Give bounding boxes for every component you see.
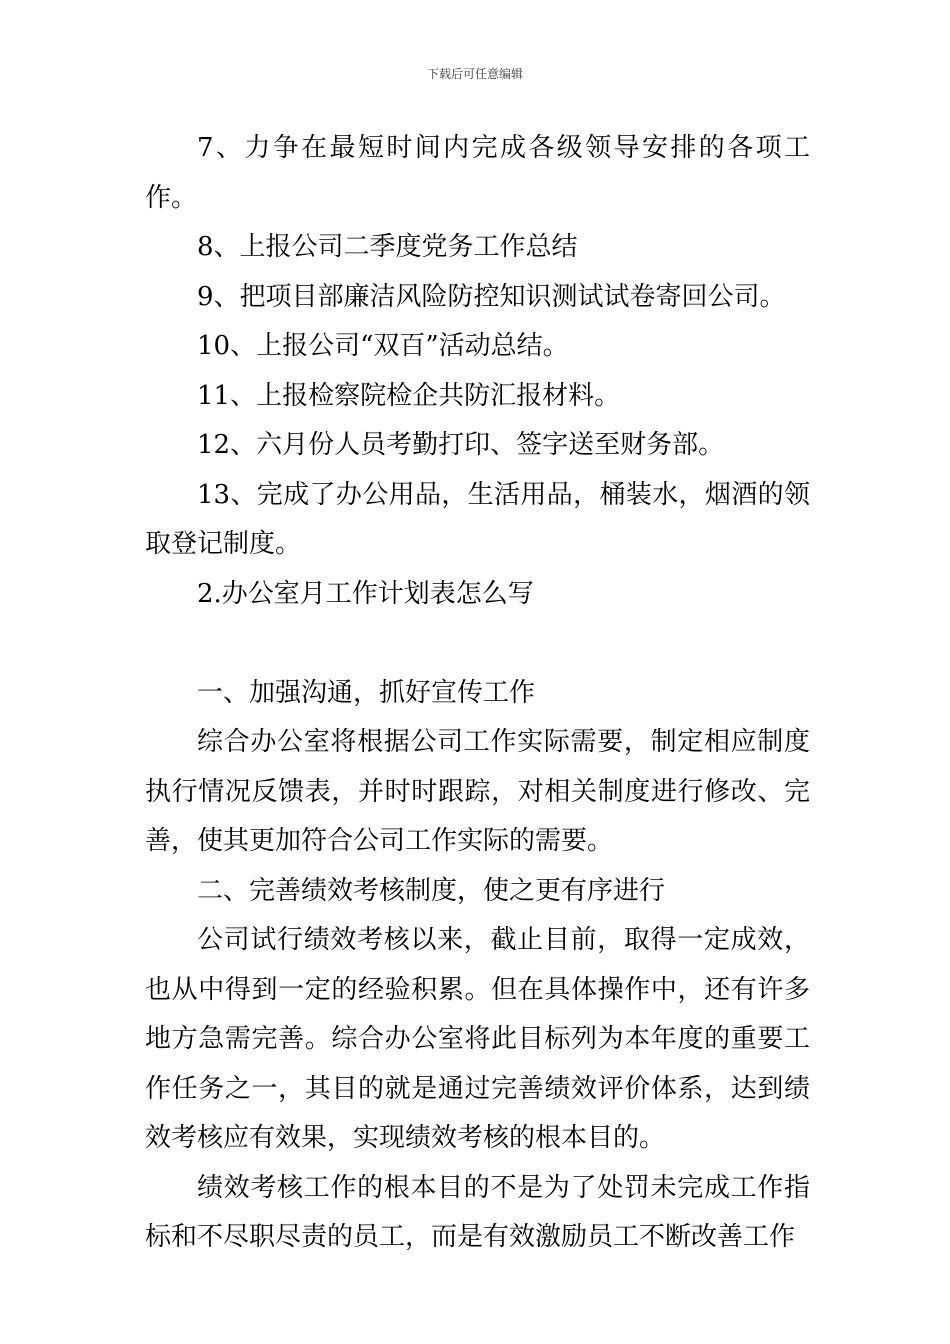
section-heading: 二、完善绩效考核制度，使之更有序进行: [197, 875, 666, 906]
blank-line: [145, 619, 810, 669]
section-heading: 一、加强沟通，抓好宣传工作: [197, 677, 536, 708]
list-item: 9、把项目部廉洁风险防控知识测试试卷寄回公司。: [197, 281, 786, 312]
list-item: 10、上报公司“双百”活动总结。: [197, 331, 569, 361]
list-item: 12、六月份人员考勤打印、签字送至财务部。: [197, 430, 725, 460]
body-paragraph: 绩效考核工作的根本目的不是为了处罚未完成工作指标和不尽职尽责的员工，而是有效激励员工不断改善工作: [145, 1172, 810, 1252]
list-item: 13、完成了办公用品，生活用品，桶装水，烟酒的领取登记制度。: [145, 479, 810, 559]
list-item: 8、上报公司二季度党务工作总结: [197, 232, 578, 262]
list-item: 11、上报检察院检企共防汇报材料。: [197, 380, 621, 411]
section-title: 2.办公室月工作计划表怎么写: [197, 578, 534, 609]
body-paragraph: 综合办公室将根据公司工作实际需要，制定相应制度执行情况反馈表，并时时跟踪，对相关制度进行修改、完善，使其更加符合公司工作实际的需要。: [145, 727, 810, 856]
document-body: [145, 124, 810, 1263]
list-item: 7、力争在最短时间内完成各级领导安排的各项工作。: [145, 133, 810, 213]
header-note: 下载后可任意编辑: [426, 67, 523, 81]
body-paragraph: 公司试行绩效考核以来，截止目前，取得一定成效，也从中得到一定的经验积累。但在具体操作中，还有许多地方急需完善。综合办公室将此目标列为本年度的重要工作任务之一，其目的就是通过完善绩效评价体系，达到绩效考核应有效果，实现绩效考核的根本目的。: [145, 925, 810, 1153]
